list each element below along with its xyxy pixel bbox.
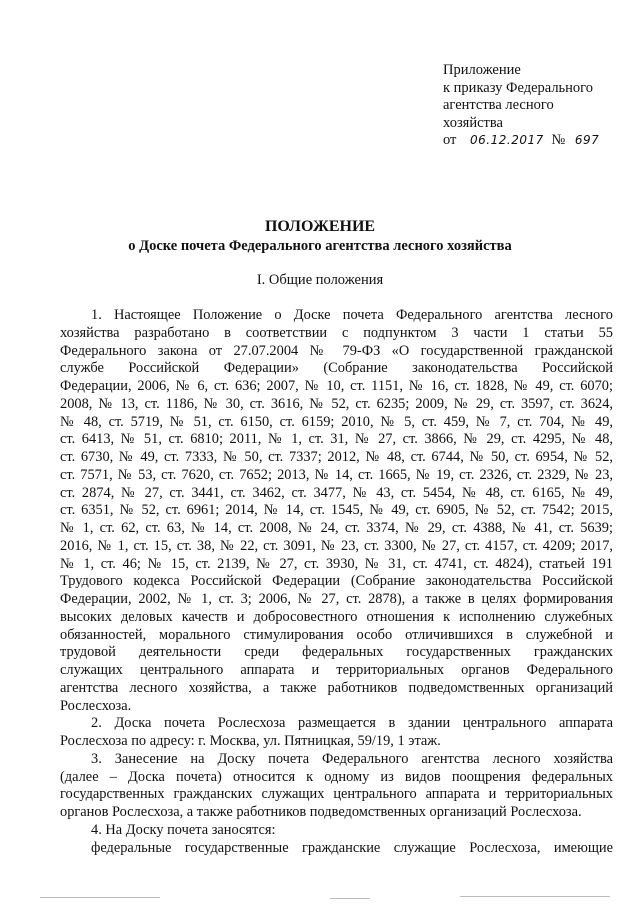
text-line: ст. 6413, № 51, ст. 6810; 2011, № 1, ст. 31, № 27, ст. 3866, № 29, ст. 4295, № 48, (60, 431, 613, 448)
document-body (60, 307, 613, 857)
text-line: трудовой деятельности среди федеральных государственных гражданских (60, 644, 613, 661)
text-line: (далее – Доска почета) относится к одному из видов поощрения федеральных (60, 768, 613, 785)
text-line: органов Рослесхоза, а также работников подведомственных организаций Рослесхоза. (60, 804, 582, 820)
text-line: 2. Доска почета Рослесхоза размещается в здании центрального аппарата (91, 715, 613, 732)
text-line: службе Российской Федерации» (Собрание законодательства Российской (60, 360, 613, 377)
paragraph (60, 840, 613, 858)
handwritten-number: 697 (574, 133, 600, 148)
scan-edge-artifact (0, 895, 640, 901)
text-line: № 1, ст. 62, ст. 63, № 14, ст. 2008, № 24, ст. 3374, № 29, ст. 4388, № 41, ст. 5639; (60, 520, 613, 536)
text-line: 4. На Доску почета заносятся: (91, 821, 276, 838)
text-line: государственных гражданских служащих центрального аппарата и территориальных (60, 786, 613, 803)
appendix-block (443, 62, 599, 150)
text-line: ст. 6351, № 52, ст. 6961; 2014, № 14, ст. 1545, № 49, ст. 6905, № 52, ст. 7542; 2015, (60, 502, 613, 519)
handwritten-date: 06.12.2017 (470, 133, 544, 148)
appendix-line: к приказу Федерального (443, 79, 594, 96)
appendix-line: Приложение (443, 62, 521, 78)
text-line: Федерации, 2002, № 1, ст. 3; 2006, № 27, ст. 2878), а также в целях формирования (60, 591, 613, 607)
text-line: Рослесхоза. (60, 697, 132, 714)
text-line: 3. Занесение на Доску почета Федерального агентства лесного хозяйства (91, 750, 613, 767)
text-line: агентства лесного хозяйства, а также работников подведомственных организаций (60, 679, 613, 696)
section-heading: I. Общие положения (256, 272, 384, 288)
text-line: № 48, ст. 5719, № 51, ст. 6150, ст. 6159; 2010, № 5, ст. 459, № 7, ст. 704, № 49, (60, 413, 613, 430)
number-prefix: № (551, 132, 566, 149)
document-title: ПОЛОЖЕНИЕ (264, 218, 376, 235)
text-line: ст. 7571, № 53, ст. 7620, ст. 7652; 2013, № 14, ст. 1665, № 19, ст. 2326, ст. 2329, № 23, (60, 466, 613, 483)
paragraph (60, 715, 613, 751)
paragraph (60, 307, 613, 715)
text-line: Трудового кодекса Российской Федерации (Собрание законодательства Российской (60, 573, 613, 590)
text-line: обязанностей, морального стимулирования особо отличившихся в служебной и (60, 626, 613, 643)
text-line: 2016, № 1, ст. 15, ст. 38, № 22, ст. 3091, № 23, ст. 3300, № 27, ст. 4157, ст. 4209; 2017, (60, 537, 613, 554)
text-line: Рослесхоза по адресу: г. Москва, ул. Пятницкая, 59/19, 1 этаж. (60, 733, 441, 749)
text-line: ст. 2874, № 27, ст. 3441, ст. 3462, ст. 3477, № 43, ст. 5454, № 48, ст. 6165, № 49, (60, 484, 613, 501)
appendix-line: агентства лесного (443, 97, 554, 114)
text-line: 1. Настоящее Положение о Доске почета Федерального агентства лесного (91, 307, 613, 323)
text-line: № 1, ст. 46; № 15, ст. 2139, № 27, ст. 3930, № 31, ст. 4741, ст. 4824), статьей 191 (60, 555, 613, 572)
text-line: хозяйства разработано в соответствии с подпунктом 3 части 1 статьи 55 (60, 324, 613, 341)
date-prefix: от (443, 132, 457, 149)
text-line: ст. 6730, № 49, ст. 7333, № 50, ст. 7337; 2012, № 48, ст. 6744, № 50, ст. 6954, № 52, (60, 449, 613, 465)
text-line: федеральные государственные гражданские служащие Рослесхоза, имеющие (91, 839, 613, 856)
text-line: Федерального закона от 27.07.2004 № 79-ФЗ «О государственной гражданской (60, 342, 613, 359)
appendix-line: хозяйства (443, 114, 503, 131)
document-subtitle: о Доске почета Федерального агентства лесного хозяйства (128, 238, 512, 254)
appendix-date-line (443, 132, 599, 150)
text-line: Федерации, 2006, № 6, ст. 636; 2007, № 10, ст. 1151, № 16, ст. 1828, № 49, ст. 6070; (60, 378, 613, 394)
paragraph (60, 822, 613, 840)
text-line: высоких деловых качеств и добросовестного отношения к исполнению служебных (60, 608, 613, 625)
paragraph (60, 751, 613, 822)
text-line: 2008, № 13, ст. 1186, № 30, ст. 3616, № 52, ст. 6235; 2009, № 29, ст. 3597, ст. 3624, (60, 395, 613, 412)
text-line: служащих центрального аппарата и территориальных органов Федерального (60, 662, 613, 678)
